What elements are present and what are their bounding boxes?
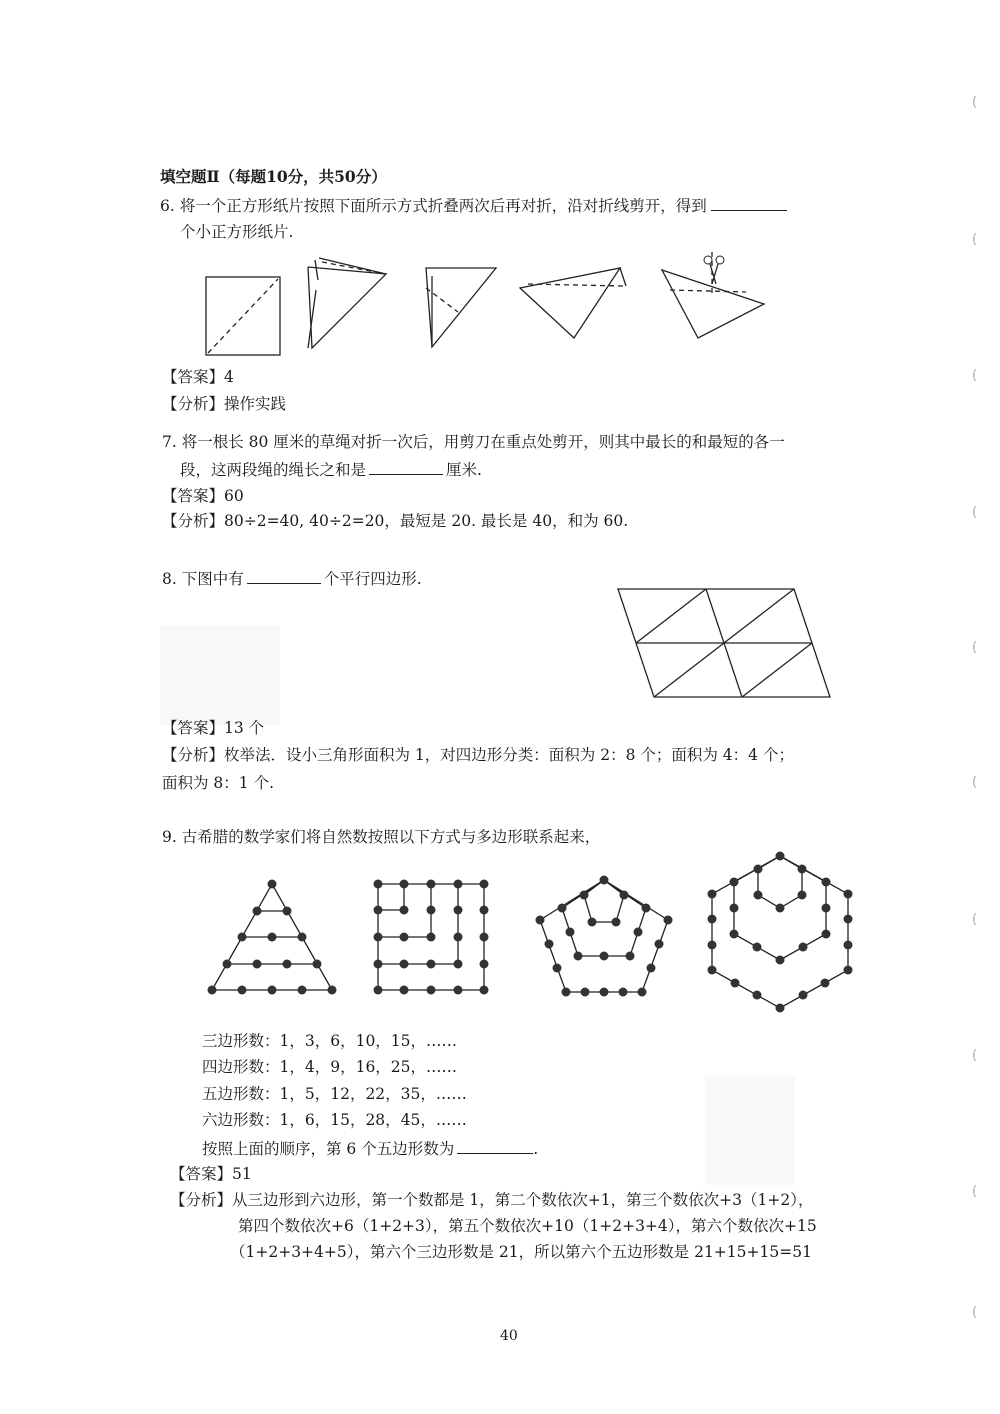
q7-answer-blank (369, 458, 443, 475)
binding-mark: ( (972, 232, 978, 247)
q9-answer: 【答案】51 (170, 1165, 252, 1183)
binding-mark: ( (972, 95, 978, 110)
triangle-dots-figure (208, 880, 337, 995)
q6-analysis: 【分析】操作实践 (162, 395, 287, 413)
q8-stem: 8. 下图中有 (162, 570, 244, 588)
q7-analysis: 【分析】80÷2=40, 40÷2=20，最短是 20. 最长是 40，和为 60. (162, 512, 629, 530)
q9-sequence-square: 四边形数：1，4，9，16，25，…… (202, 1058, 458, 1076)
q9-sequence-triangle: 三边形数：1，3，6，10，15，…… (202, 1032, 458, 1050)
q8-analysis-line1: 【分析】枚举法．设小三角形面积为 1，对四边形分类：面积为 2：8 个；面积为 4：4 个； (162, 746, 794, 764)
q9-answer-blank (457, 1137, 533, 1154)
binding-mark: ( (972, 368, 978, 383)
q6-answer-blank (711, 194, 787, 211)
bleed-through-right (705, 1075, 795, 1185)
q8-parallelogram-figure (610, 585, 840, 705)
binding-mark: ( (972, 1184, 978, 1199)
bleed-through-left (160, 625, 280, 725)
q8-analysis-line2: 面积为 8：1 个. (162, 774, 275, 792)
binding-mark: ( (972, 775, 978, 790)
q8-text-line1 (162, 567, 422, 589)
binding-mark: ( (972, 505, 978, 520)
q6-answer: 【答案】4 (162, 368, 234, 386)
q7-stem: 段，这两段绳的绳长之和是 (180, 461, 367, 479)
binding-mark: ( (972, 1048, 978, 1063)
q9-polygonal-numbers-figure (200, 850, 860, 1010)
square-dots-figure (374, 880, 489, 995)
q8-answer: 【答案】13 个 (162, 719, 265, 737)
q9-sequence-pentagon: 五边形数：1，5，12，22，35，…… (202, 1085, 467, 1103)
q6-folding-figure (200, 250, 780, 365)
q9-question: 按照上面的顺序，第 6 个五边形数为 . (202, 1137, 538, 1159)
q9-sequence-hexagon: 六边形数：1，6，15，28，45，…… (202, 1111, 467, 1129)
q9-question-text: 按照上面的顺序，第 6 个五边形数为 (202, 1140, 455, 1158)
page-number: 40 (500, 1328, 518, 1344)
q7-text-line2 (180, 458, 482, 480)
q9-text-line1: 9. 古希腊的数学家们将自然数按照以下方式与多边形联系起来， (162, 828, 601, 846)
q7-text-line1: 7. 将一根长 80 厘米的草绳对折一次后，用剪刀在重点处剪开，则其中最长的和最短的各一 (162, 433, 785, 451)
binding-mark: ( (972, 640, 978, 655)
section-title: 填空题Ⅱ（每题10分，共50分） (160, 167, 387, 186)
binding-mark: ( (972, 912, 978, 927)
q6-text-line2: 个小正方形纸片. (180, 223, 294, 241)
q7-unit: 厘米. (446, 461, 482, 479)
q8-answer-blank (247, 567, 321, 584)
hexagon-dots-figure (708, 852, 853, 1013)
q6-stem: 6. 将一个正方形纸片按照下面所示方式折叠两次后再对折，沿对折线剪开，得到 (160, 197, 707, 215)
binding-mark: ( (972, 1305, 978, 1320)
q9-analysis-line3: （1+2+3+4+5），第六个三边形数是 21，所以第六个五边形数是 21+15+15=51 (230, 1243, 812, 1261)
q7-answer: 【答案】60 (162, 487, 244, 505)
q9-analysis-line1: 【分析】从三边形到六边形，第一个数都是 1，第二个数依次+1，第三个数依次+3（1+2）， (170, 1191, 814, 1209)
pentagon-dots-figure (536, 876, 673, 997)
q6-text-line1 (160, 194, 787, 216)
q9-analysis-line2: 第四个数依次+6（1+2+3），第五个数依次+10（1+2+3+4），第六个数依次+15 (238, 1217, 817, 1235)
q8-unit: 个平行四边形. (323, 570, 422, 588)
